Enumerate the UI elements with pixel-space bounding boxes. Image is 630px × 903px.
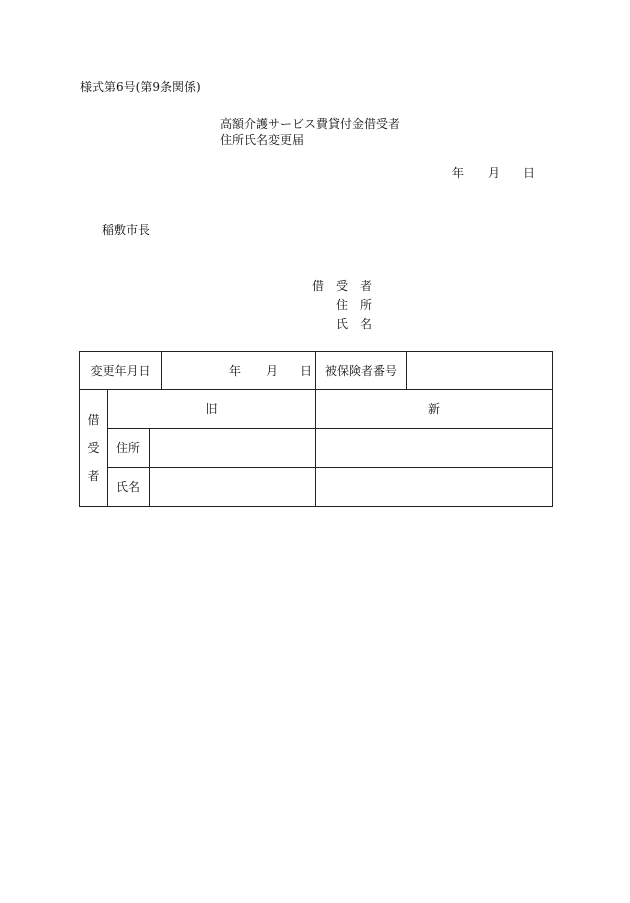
addressee: 稲敷市長 bbox=[102, 223, 151, 237]
form-number: 様式第6号(第9条関係) bbox=[80, 80, 201, 94]
applicant-address-char-2: 所 bbox=[360, 298, 373, 312]
submission-day-label: 日 bbox=[523, 166, 536, 180]
form-title-line-2: 住所氏名変更届 bbox=[220, 133, 305, 147]
change-form-table bbox=[79, 351, 553, 507]
submission-year-label: 年 bbox=[452, 166, 465, 180]
borrower-vertical-char-1: 借 bbox=[87, 413, 100, 427]
borrower-vertical-label bbox=[80, 390, 108, 507]
applicant-borrower-char-1: 借 bbox=[312, 279, 325, 293]
change-date-year: 年 bbox=[229, 363, 242, 378]
change-date-field[interactable] bbox=[162, 352, 316, 390]
change-date-label: 変更年月日 bbox=[80, 352, 162, 390]
change-date-day: 日 bbox=[300, 363, 313, 378]
insured-number-field[interactable] bbox=[407, 352, 553, 390]
submission-month-label: 月 bbox=[488, 166, 501, 180]
applicant-address-char-1: 住 bbox=[336, 298, 349, 312]
applicant-borrower-char-2: 受 bbox=[336, 279, 349, 293]
new-address-field[interactable] bbox=[316, 429, 553, 468]
change-date-month: 月 bbox=[266, 363, 279, 378]
applicant-borrower-char-3: 者 bbox=[360, 279, 373, 293]
name-row-label: 氏名 bbox=[108, 468, 150, 507]
form-title-line-1: 高額介護サービス費貸付金借受者 bbox=[220, 117, 401, 131]
new-header: 新 bbox=[316, 390, 553, 429]
borrower-vertical-char-2: 受 bbox=[87, 441, 100, 455]
new-name-field[interactable] bbox=[316, 468, 553, 507]
old-name-field[interactable] bbox=[150, 468, 316, 507]
old-address-field[interactable] bbox=[150, 429, 316, 468]
applicant-name-char-2: 名 bbox=[360, 317, 373, 331]
insured-number-label: 被保険者番号 bbox=[316, 352, 407, 390]
borrower-vertical-char-3: 者 bbox=[87, 469, 100, 483]
old-header: 旧 bbox=[108, 390, 316, 429]
address-row-label: 住所 bbox=[108, 429, 150, 468]
applicant-name-char-1: 氏 bbox=[336, 317, 349, 331]
